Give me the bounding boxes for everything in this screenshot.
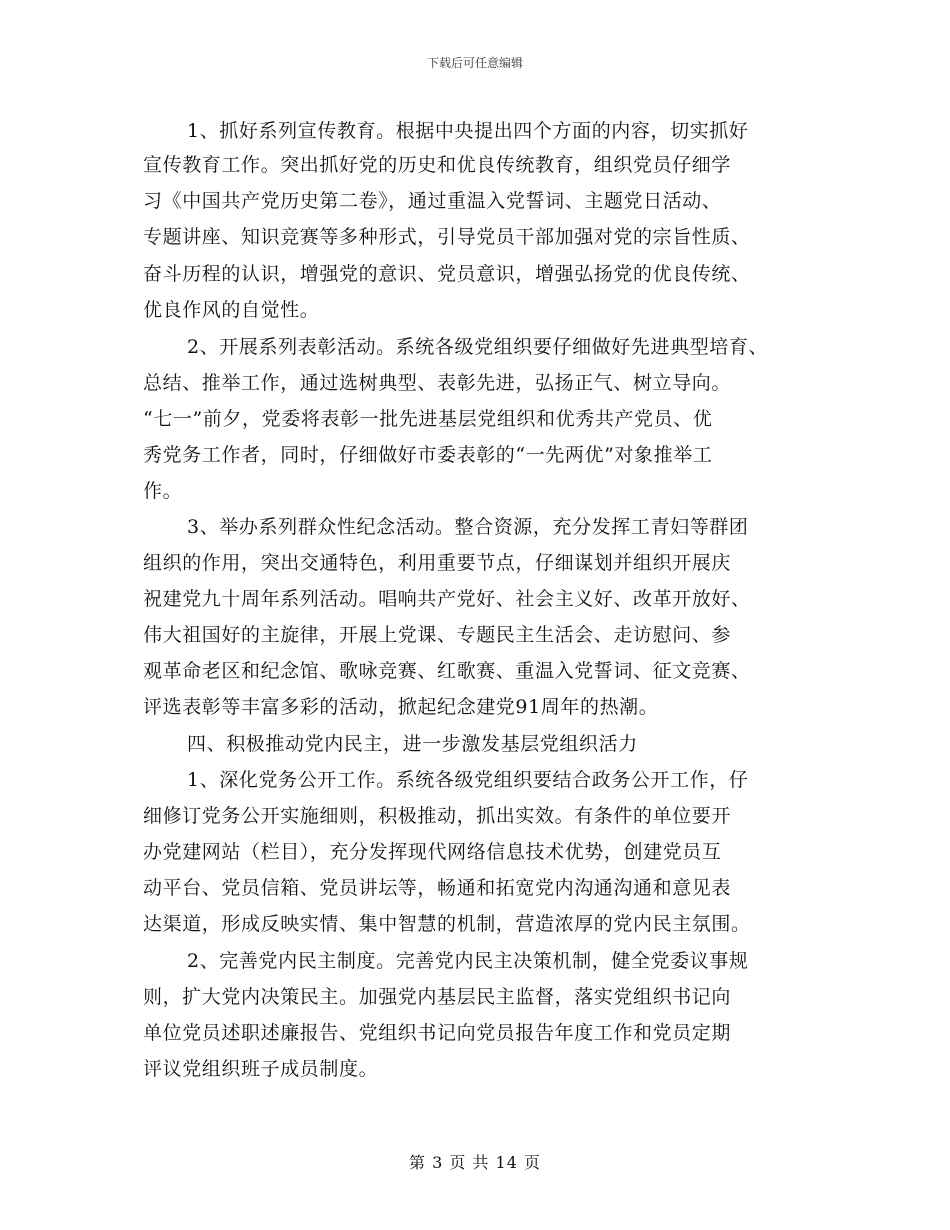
text-line: 3、举办系列群众性纪念活动。整合资源，充分发挥工青妇等群团 — [187, 516, 749, 538]
text-line: 祝建党九十周年系列活动。唱响共产党好、社会主义好、改革开放好、 — [143, 588, 751, 610]
page-header: 下载后可任意编辑 — [426, 56, 523, 70]
text-line: 秀党务工作者，同时，仔细做好市委表彰的“一先两优”对象推举工 — [143, 444, 713, 466]
text-line: 细修订党务公开实施细则，积极推动，抓出实效。有条件的单位要开 — [143, 805, 732, 827]
text-line: “七一”前夕，党委将表彰一批先进基层党组织和优秀共产党员、优 — [143, 408, 713, 430]
text-line: 优良作风的自觉性。 — [143, 299, 320, 321]
text-line: 伟大祖国好的主旋律，开展上党课、专题民主生活会、走访慰问、参 — [143, 624, 732, 646]
text-line: 1、抓好系列宣传教育。根据中央提出四个方面的内容，切实抓好 — [187, 120, 749, 142]
page-footer: 第 3 页 共 14 页 — [409, 1153, 541, 1172]
text-line: 观革命老区和纪念馆、歌咏竞赛、红歌赛、重温入党誓词、征文竞赛、 — [143, 660, 751, 682]
text-line: 单位党员述职述廉报告、党组织书记向党员报告年度工作和党员定期 — [143, 1022, 732, 1044]
text-line: 则，扩大党内决策民主。加强党内基层民主监督，落实党组织书记向 — [143, 986, 732, 1008]
text-line: 评议党组织班子成员制度。 — [143, 1058, 379, 1080]
text-line: 2、完善党内民主制度。完善党内民主决策机制，健全党委议事规 — [187, 950, 749, 972]
text-line: 办党建网站（栏目），充分发挥现代网络信息技术优势，创建党员互 — [143, 841, 722, 863]
text-line: 奋斗历程的认识，增强党的意识、党员意识，增强弘扬党的优良传统、 — [143, 263, 751, 285]
text-line: 1、深化党务公开工作。系统各级党组织要结合政务公开工作，仔 — [187, 769, 749, 791]
text-line: 专题讲座、知识竞赛等多种形式，引导党员干部加强对党的宗旨性质、 — [143, 226, 751, 248]
text-line: 评选表彰等丰富多彩的活动，掀起纪念建党91周年的热潮。 — [143, 696, 659, 718]
text-line: 习《中国共产党历史第二卷》，通过重温入党誓词、主题党日活动、 — [143, 190, 722, 212]
text-line: 动平台、党员信箱、党员讲坛等，畅通和拓宽党内沟通沟通和意见表 — [143, 877, 732, 899]
text-line: 达渠道，形成反映实情、集中智慧的机制，营造浓厚的党内民主氛围。 — [143, 913, 751, 935]
text-line: 作。 — [143, 480, 183, 502]
text-line: 2、开展系列表彰活动。系统各级党组织要仔细做好先进典型培育、 — [187, 336, 769, 358]
section-heading: 四、积极推动党内民主，进一步激发基层党组织活力 — [187, 733, 638, 755]
text-line: 总结、推举工作，通过选树典型、表彰先进，弘扬正气、树立导向。 — [143, 372, 732, 394]
text-line: 组织的作用，突出交通特色，利用重要节点，仔细谋划并组织开展庆 — [143, 552, 732, 574]
text-line: 宣传教育工作。突出抓好党的历史和优良传统教育，组织党员仔细学 — [143, 154, 732, 176]
